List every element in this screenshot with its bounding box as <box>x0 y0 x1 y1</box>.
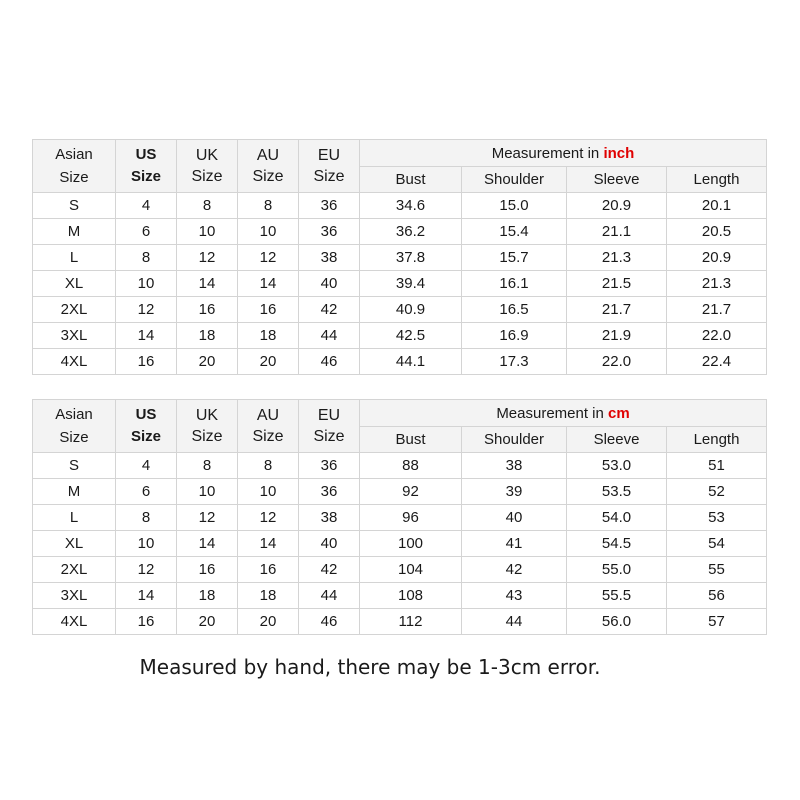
shoulder-cell: 16.1 <box>462 271 567 297</box>
au-size-cell: 10 <box>238 479 299 505</box>
uk-size-cell: 14 <box>177 531 238 557</box>
length-cell: 20.9 <box>667 245 767 271</box>
header-row <box>33 140 767 167</box>
table-body <box>33 193 767 375</box>
us-size-cell: 8 <box>116 505 177 531</box>
sleeve-cell: 21.9 <box>567 323 667 349</box>
length-cell: 52 <box>667 479 767 505</box>
sleeve-cell: 55.0 <box>567 557 667 583</box>
eu-size-cell: 46 <box>299 349 360 375</box>
eu-size-cell: 36 <box>299 453 360 479</box>
bust-cell: 104 <box>360 557 462 583</box>
eu-size-cell: 44 <box>299 323 360 349</box>
sleeve-cell: 21.3 <box>567 245 667 271</box>
us-size-cell: 12 <box>116 557 177 583</box>
sleeve-cell: 21.7 <box>567 297 667 323</box>
header-row <box>33 400 767 427</box>
eu-size-cell: 44 <box>299 583 360 609</box>
asian-size-cell: 3XL <box>33 583 116 609</box>
bust-cell: 40.9 <box>360 297 462 323</box>
au-size-cell: 18 <box>238 323 299 349</box>
eu-size-cell: 46 <box>299 609 360 635</box>
us-size-cell: 10 <box>116 271 177 297</box>
eu-size-header: EU Size <box>299 140 360 193</box>
asian-size-cell: 2XL <box>33 557 116 583</box>
asian-size-cell: L <box>33 505 116 531</box>
eu-size-cell: 38 <box>299 505 360 531</box>
shoulder-cell: 15.0 <box>462 193 567 219</box>
au-size-header: AU Size <box>238 140 299 193</box>
table-row <box>33 609 767 635</box>
bust-cell: 96 <box>360 505 462 531</box>
asian-size-cell: M <box>33 219 116 245</box>
shoulder-cell: 39 <box>462 479 567 505</box>
uk-size-cell: 12 <box>177 245 238 271</box>
eu-size-cell: 36 <box>299 193 360 219</box>
uk-size-cell: 8 <box>177 453 238 479</box>
table-body <box>33 453 767 635</box>
length-cell: 20.5 <box>667 219 767 245</box>
size-table-cm <box>32 399 767 635</box>
shoulder-cell: 16.9 <box>462 323 567 349</box>
table-row <box>33 583 767 609</box>
us-size-header: US Size <box>116 400 177 453</box>
eu-size-cell: 42 <box>299 557 360 583</box>
table-row <box>33 245 767 271</box>
table-row <box>33 453 767 479</box>
au-size-cell: 20 <box>238 349 299 375</box>
us-size-cell: 12 <box>116 297 177 323</box>
shoulder-cell: 15.7 <box>462 245 567 271</box>
sleeve-cell: 20.9 <box>567 193 667 219</box>
table-row <box>33 271 767 297</box>
length-cell: 22.4 <box>667 349 767 375</box>
us-size-cell: 6 <box>116 479 177 505</box>
us-size-header: US Size <box>116 140 177 193</box>
eu-size-cell: 40 <box>299 271 360 297</box>
eu-size-cell: 38 <box>299 245 360 271</box>
bust-cell: 100 <box>360 531 462 557</box>
asian-size-cell: 2XL <box>33 297 116 323</box>
shoulder-cell: 16.5 <box>462 297 567 323</box>
sleeve-cell: 53.0 <box>567 453 667 479</box>
eu-size-cell: 36 <box>299 219 360 245</box>
asian-size-header: Asian Size <box>33 140 116 193</box>
au-size-cell: 10 <box>238 219 299 245</box>
bust-cell: 112 <box>360 609 462 635</box>
us-size-cell: 10 <box>116 531 177 557</box>
length-cell: 51 <box>667 453 767 479</box>
table-row <box>33 219 767 245</box>
uk-size-cell: 10 <box>177 479 238 505</box>
bust-cell: 92 <box>360 479 462 505</box>
sleeve-header: Sleeve <box>567 427 667 453</box>
bust-cell: 88 <box>360 453 462 479</box>
unit-label: cm <box>608 404 630 422</box>
sleeve-cell: 55.5 <box>567 583 667 609</box>
table-row <box>33 479 767 505</box>
table-row <box>33 323 767 349</box>
us-size-cell: 14 <box>116 323 177 349</box>
au-size-cell: 8 <box>238 453 299 479</box>
uk-size-cell: 10 <box>177 219 238 245</box>
shoulder-cell: 41 <box>462 531 567 557</box>
au-size-cell: 12 <box>238 245 299 271</box>
length-cell: 54 <box>667 531 767 557</box>
uk-size-cell: 18 <box>177 583 238 609</box>
us-size-cell: 4 <box>116 453 177 479</box>
length-cell: 21.3 <box>667 271 767 297</box>
asian-size-cell: S <box>33 453 116 479</box>
shoulder-cell: 42 <box>462 557 567 583</box>
uk-size-cell: 12 <box>177 505 238 531</box>
asian-size-cell: 4XL <box>33 349 116 375</box>
size-table-inch <box>32 139 767 375</box>
us-size-cell: 6 <box>116 219 177 245</box>
eu-size-cell: 42 <box>299 297 360 323</box>
bust-cell: 37.8 <box>360 245 462 271</box>
sleeve-cell: 22.0 <box>567 349 667 375</box>
table-row <box>33 531 767 557</box>
uk-size-cell: 16 <box>177 557 238 583</box>
au-size-cell: 12 <box>238 505 299 531</box>
table-row <box>33 557 767 583</box>
uk-size-cell: 8 <box>177 193 238 219</box>
length-cell: 53 <box>667 505 767 531</box>
measurement-title: Measurement in cm <box>360 400 767 427</box>
asian-size-cell: S <box>33 193 116 219</box>
us-size-cell: 14 <box>116 583 177 609</box>
eu-size-header: EU Size <box>299 400 360 453</box>
au-size-cell: 8 <box>238 193 299 219</box>
shoulder-cell: 44 <box>462 609 567 635</box>
au-size-header: AU Size <box>238 400 299 453</box>
table-row <box>33 505 767 531</box>
us-size-cell: 4 <box>116 193 177 219</box>
length-cell: 20.1 <box>667 193 767 219</box>
au-size-cell: 14 <box>238 271 299 297</box>
sleeve-cell: 54.5 <box>567 531 667 557</box>
asian-size-header: Asian Size <box>33 400 116 453</box>
shoulder-cell: 17.3 <box>462 349 567 375</box>
length-cell: 22.0 <box>667 323 767 349</box>
length-cell: 56 <box>667 583 767 609</box>
shoulder-header: Shoulder <box>462 167 567 193</box>
asian-size-cell: 4XL <box>33 609 116 635</box>
asian-size-cell: M <box>33 479 116 505</box>
length-cell: 57 <box>667 609 767 635</box>
asian-size-cell: L <box>33 245 116 271</box>
asian-size-cell: XL <box>33 531 116 557</box>
length-header: Length <box>667 427 767 453</box>
us-size-cell: 16 <box>116 349 177 375</box>
sleeve-cell: 56.0 <box>567 609 667 635</box>
us-size-cell: 8 <box>116 245 177 271</box>
asian-size-cell: XL <box>33 271 116 297</box>
au-size-cell: 16 <box>238 297 299 323</box>
bust-cell: 39.4 <box>360 271 462 297</box>
bust-cell: 108 <box>360 583 462 609</box>
bust-cell: 36.2 <box>360 219 462 245</box>
au-size-cell: 18 <box>238 583 299 609</box>
shoulder-cell: 15.4 <box>462 219 567 245</box>
uk-size-cell: 20 <box>177 349 238 375</box>
au-size-cell: 16 <box>238 557 299 583</box>
uk-size-cell: 20 <box>177 609 238 635</box>
shoulder-header: Shoulder <box>462 427 567 453</box>
table-row <box>33 349 767 375</box>
uk-size-cell: 16 <box>177 297 238 323</box>
table-row <box>33 297 767 323</box>
measurement-title: Measurement in inch <box>360 140 767 167</box>
length-cell: 21.7 <box>667 297 767 323</box>
bust-header: Bust <box>360 167 462 193</box>
sleeve-cell: 53.5 <box>567 479 667 505</box>
us-size-cell: 16 <box>116 609 177 635</box>
eu-size-cell: 36 <box>299 479 360 505</box>
sleeve-cell: 21.1 <box>567 219 667 245</box>
uk-size-cell: 18 <box>177 323 238 349</box>
bust-cell: 34.6 <box>360 193 462 219</box>
eu-size-cell: 40 <box>299 531 360 557</box>
uk-size-header: UK Size <box>177 400 238 453</box>
shoulder-cell: 40 <box>462 505 567 531</box>
bust-cell: 42.5 <box>360 323 462 349</box>
sleeve-cell: 21.5 <box>567 271 667 297</box>
measurement-note: Measured by hand, there may be 1-3cm error. <box>139 655 601 679</box>
length-cell: 55 <box>667 557 767 583</box>
shoulder-cell: 43 <box>462 583 567 609</box>
uk-size-cell: 14 <box>177 271 238 297</box>
au-size-cell: 14 <box>238 531 299 557</box>
sleeve-cell: 54.0 <box>567 505 667 531</box>
bust-cell: 44.1 <box>360 349 462 375</box>
asian-size-cell: 3XL <box>33 323 116 349</box>
uk-size-header: UK Size <box>177 140 238 193</box>
sleeve-header: Sleeve <box>567 167 667 193</box>
length-header: Length <box>667 167 767 193</box>
au-size-cell: 20 <box>238 609 299 635</box>
table-row <box>33 193 767 219</box>
bust-header: Bust <box>360 427 462 453</box>
unit-label: inch <box>603 144 635 162</box>
shoulder-cell: 38 <box>462 453 567 479</box>
